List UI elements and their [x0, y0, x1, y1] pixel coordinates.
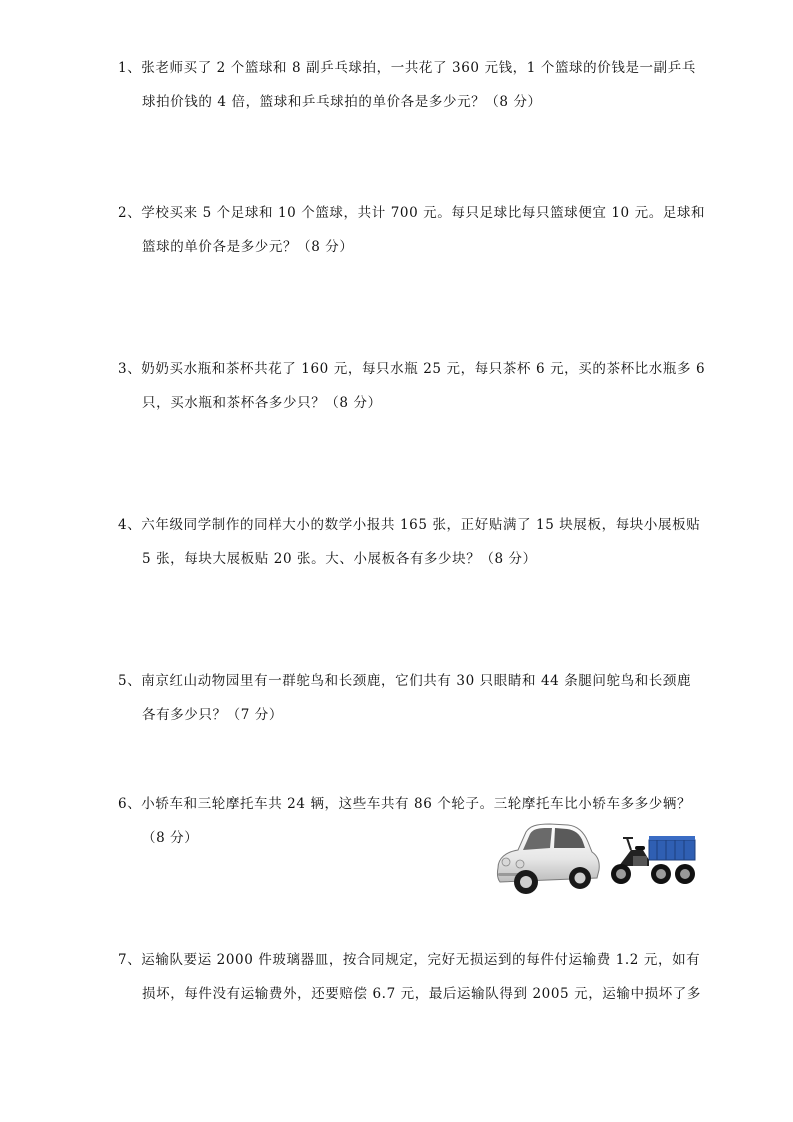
problem-3-line-2: 只，买水瓶和茶杯各多少只？（8 分） — [142, 395, 382, 411]
problem-3-line-1: 3、奶奶买水瓶和茶杯共花了 160 元，每只水瓶 25 元，每只茶杯 6 元，买的茶杯比水瓶多 6 — [118, 361, 706, 377]
problem-6-line-1: 6、小轿车和三轮摩托车共 24 辆，这些车共有 86 个轮子。三轮摩托车比小轿车多多少辆？ — [118, 796, 692, 812]
problem-4-line-2: 5 张，每块大展板贴 20 张。大、小展板各有多少块？（8 分） — [142, 551, 537, 567]
problem-2 — [118, 203, 706, 257]
problem-2-line-2: 篮球的单价各是多少元？（8 分） — [142, 239, 354, 255]
problem-1-line-2: 球拍价钱的 4 倍，篮球和乒乓球拍的单价各是多少元？（8 分） — [142, 94, 542, 110]
car-icon — [492, 818, 602, 898]
problem-1-line-1: 1、张老师买了 2 个篮球和 8 副乒乓球拍，一共花了 360 元钱，1 个篮球的价钱是一副乒乓 — [118, 60, 696, 76]
problem-4-line-1: 4、六年级同学制作的同样大小的数学小报共 165 张，正好贴满了 15 块展板，每块小展板贴 — [118, 517, 701, 533]
problem-6-line-2: （8 分） — [142, 830, 199, 846]
problem-5 — [118, 671, 692, 725]
problem-7-line-2: 损坏，每件没有运输费外，还要赔偿 6.7 元，最后运输队得到 2005 元，运输中损坏了多 — [142, 986, 701, 1002]
motor-tricycle-icon — [609, 830, 699, 886]
problem-2-line-1: 2、学校买来 5 个足球和 10 个篮球，共计 700 元。每只足球比每只篮球便宜 10 元。足球和 — [118, 205, 706, 221]
problem-5-line-2: 各有多少只？（7 分） — [142, 707, 283, 723]
problem-5-line-1: 5、南京红山动物园里有一群鸵鸟和长颈鹿，它们共有 30 只眼睛和 44 条腿问鸵鸟和长颈鹿 — [118, 673, 692, 689]
problem-4 — [118, 515, 701, 569]
problem-7-line-1: 7、运输队要运 2000 件玻璃器皿，按合同规定，完好无损运到的每件付运输费 1.2 元，如有 — [118, 952, 701, 968]
problem-3 — [118, 359, 706, 413]
problem-1 — [118, 58, 696, 112]
problem-7 — [118, 950, 701, 1004]
